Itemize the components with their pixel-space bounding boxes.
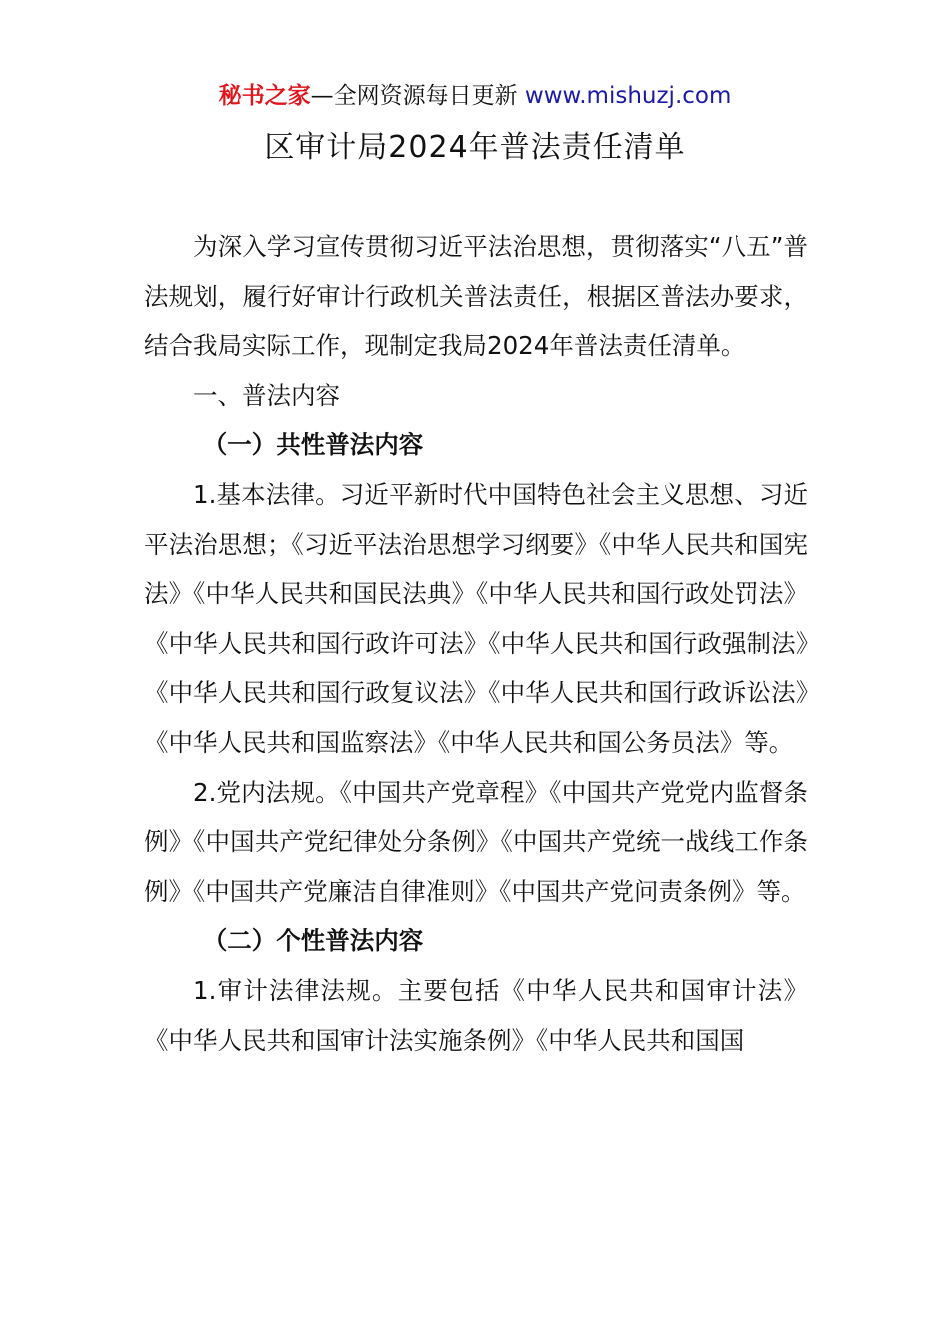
intro-paragraph: 为深入学习宣传贯彻习近平法治思想，贯彻落实“八五”普法规划，履行好审计行政机关普法责任，根据区普法办要求，结合我局实际工作，现制定我局2024年普法责任清单。 bbox=[144, 232, 808, 361]
paragraph-audit-laws: 1.审计法律法规。主要包括《中华人民共和国审计法》《中华人民共和国审计法实施条例》《中华人民共和国国 bbox=[144, 975, 808, 1055]
paragraph-basic-laws: 1.基本法律。习近平新时代中国特色社会主义思想、习近平法治思想；《习近平法治思想学习纲要》《中华人民共和国宪法》《中华人民共和国民法典》《中华人民共和国行政处罚法》《中华人民共和国行政许可法》《中华人民共和国行政强制法》《中华人民共和国行政复议法》《中华人民共和国行政诉讼法》《中华人民共和国监察法》《中华人民共和国公务员法》等。 bbox=[144, 479, 808, 757]
site-header bbox=[0, 80, 950, 112]
site-url-link[interactable]: www.mishuzj.com bbox=[524, 83, 732, 109]
subsection-heading-specific: （二）个性普法内容 bbox=[202, 926, 424, 956]
document-title: 区审计局2024年普法责任清单 bbox=[264, 130, 686, 165]
document-body bbox=[144, 222, 808, 1065]
section-heading-content: 一、普法内容 bbox=[193, 380, 340, 410]
subsection-heading-common: （一）共性普法内容 bbox=[202, 430, 424, 460]
brand-name: 秘书之家 bbox=[218, 83, 311, 109]
paragraph-party-rules: 2.党内法规。《中国共产党章程》《中国共产党党内监督条例》《中国共产党纪律处分条例》《中国共产党统一战线工作条例》《中国共产党廉洁自律准则》《中国共产党问责条例》等。 bbox=[144, 777, 808, 906]
header-tagline: —全网资源每日更新 bbox=[310, 83, 525, 109]
